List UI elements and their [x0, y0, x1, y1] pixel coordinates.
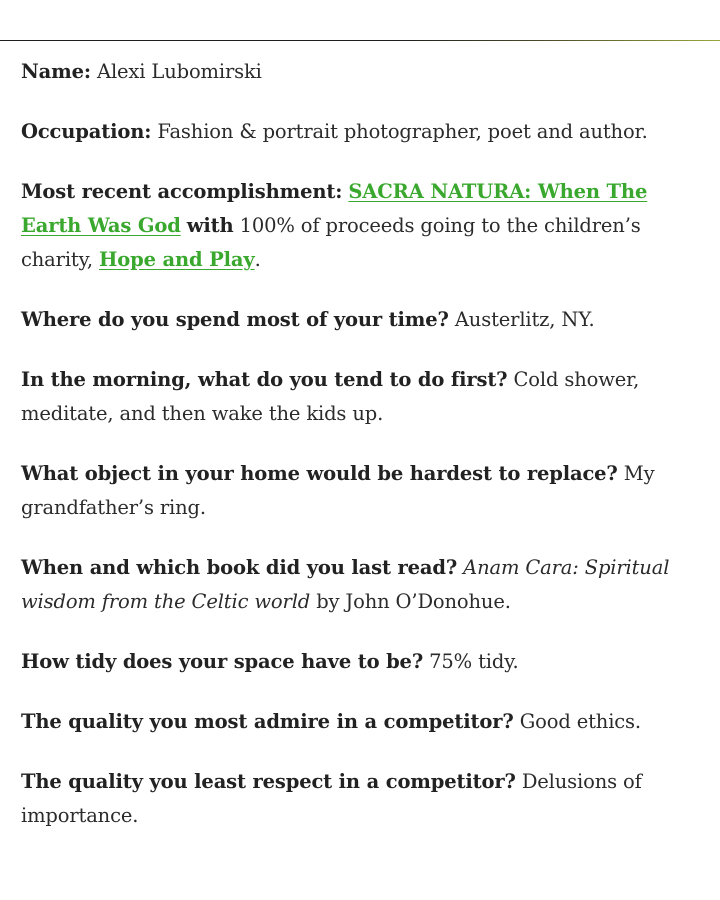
question-label: What object in your home would be hardest to replace? [21, 462, 618, 485]
qa-morning [21, 363, 706, 431]
period-text: . [254, 248, 261, 271]
answer-text: Austerlitz, NY. [454, 308, 595, 331]
answer-text: 75% tidy. [429, 650, 519, 673]
answer-text: Delusions of importance. [21, 770, 642, 827]
question-label: The quality you least respect in a competitor? [21, 770, 516, 793]
qa-accomplishment [21, 175, 706, 277]
qa-time [21, 303, 706, 337]
qa-admire [21, 705, 706, 739]
question-label: The quality you most admire in a competitor? [21, 710, 514, 733]
answer-text: 100% of proceeds going to the children’s charity, [21, 214, 641, 271]
qa-occupation [21, 115, 706, 149]
question-label: When and which book did you last read? [21, 556, 458, 579]
charity-link-hope-and-play[interactable]: Hope and Play [99, 248, 255, 271]
answer-text: Good ethics. [519, 710, 641, 733]
book-title: Anam Cara: Spiritual wisdom from the Celtic world [21, 556, 670, 613]
question-label: Most recent accomplishment: [21, 180, 343, 203]
answer-text: My grandfather’s ring. [21, 462, 655, 519]
question-label: Name: [21, 60, 91, 83]
qa-book [21, 551, 706, 619]
question-label: How tidy does your space have to be? [21, 650, 424, 673]
qa-name [21, 55, 706, 89]
question-label: In the morning, what do you tend to do first? [21, 368, 508, 391]
answer-text: by John O’Donohue. [316, 590, 511, 613]
question-label: Occupation: [21, 120, 152, 143]
top-divider [0, 40, 720, 41]
profile-article [21, 55, 706, 859]
book-link-sacra-natura[interactable]: SACRA NATURA: When The Earth Was God [21, 180, 648, 237]
question-label: Where do you spend most of your time? [21, 308, 449, 331]
answer-text: Alexi Lubomirski [97, 60, 262, 83]
qa-respect [21, 765, 706, 833]
answer-text: Fashion & portrait photographer, poet and author. [157, 120, 648, 143]
answer-text: Cold shower, meditate, and then wake the kids up. [21, 368, 640, 425]
with-label: with [186, 214, 234, 237]
qa-object [21, 457, 706, 525]
qa-tidy [21, 645, 706, 679]
